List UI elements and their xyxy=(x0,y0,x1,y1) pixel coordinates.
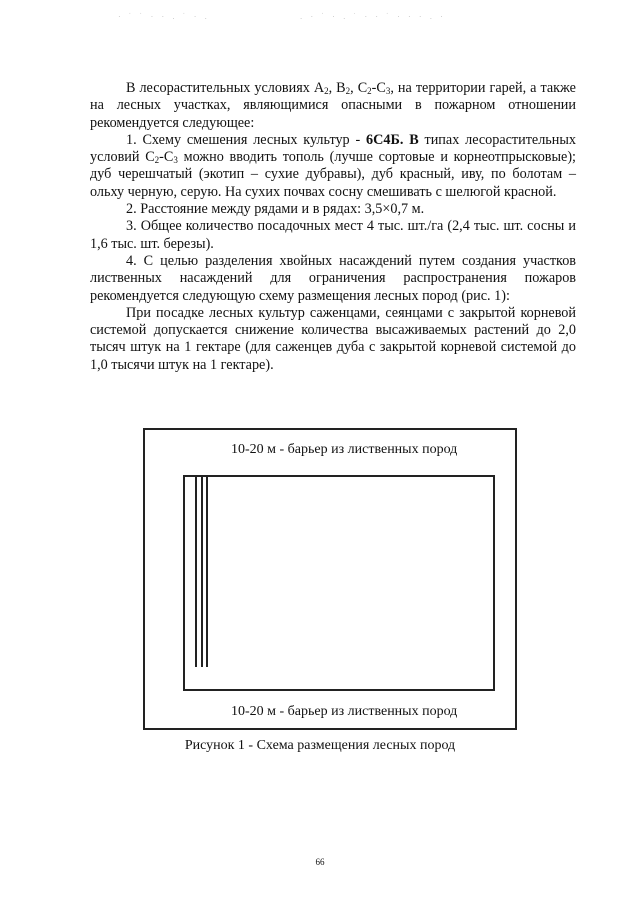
scan-noise-left: · ˙ ˙ · · . ˙ · . xyxy=(118,12,210,21)
deciduous-strip-line xyxy=(195,477,197,667)
paragraph-item-2: 2. Расстояние между рядами и в рядах: 3,5×0,7 м. xyxy=(126,201,425,218)
deciduous-strip-line xyxy=(206,477,208,667)
scan-noise-right: . · ˙ · . ˙ · · ˙ · · · . · xyxy=(300,12,446,21)
deciduous-strip-line xyxy=(201,477,203,667)
top-barrier-label: 10-20 м - барьер из лиственных пород xyxy=(231,442,458,457)
paragraph-intro: В лесорастительных условиях $А_2$, $В_2$, $С_2-С_3$, на территории гарей, а также на лесных участках, являющимися опасными в пожарном отношении рекомендуется следующее: xyxy=(90,80,576,131)
paragraph-item-4: 4. С целью разделения хвойных насаждений путем создания участков лиственных насаждений для ограничения распространения пожаров рекомендуется следующую схему размещения лесных пород (рис. 1): xyxy=(90,252,576,304)
paragraph-planting-note: При посадке лесных культур саженцами, сеянцами с закрытой корневой системой допускается снижение количества высаживаемых растений до 2,0 тысяч штук на 1 гектаре (для саженцев дуба с закрытой корневой системой до 1,0 тысячи штук на 1 гектаре). xyxy=(90,304,576,373)
figure-caption: Рисунок 1 - Схема размещения лесных пород xyxy=(184,738,456,753)
conifer-area xyxy=(183,475,495,691)
paragraph-item-1: 1. Схему смешения лесных культур - 6С4Б. В типах лесорастительных условий $С_2-С_3$ можно вводить тополь (лучше сортовые и корнеотпрысковые); дуб черешчатый (экотип – сухие дубравы), дуб красный, иву, по болотам – ольху черную, серую. На сухих почвах сосну смешивать с шелюгой красной. xyxy=(90,131,576,200)
body-text xyxy=(90,80,576,374)
page-number: 66 xyxy=(315,857,325,867)
planting-scheme-diagram xyxy=(143,428,517,730)
bottom-barrier-label: 10-20 м - барьер из лиственных пород xyxy=(231,704,458,719)
paragraph-item-3: 3. Общее количество посадочных мест 4 тыс. шт./га (2,4 тыс. шт. сосны и 1,6 тыс. шт. березы). xyxy=(90,218,576,252)
